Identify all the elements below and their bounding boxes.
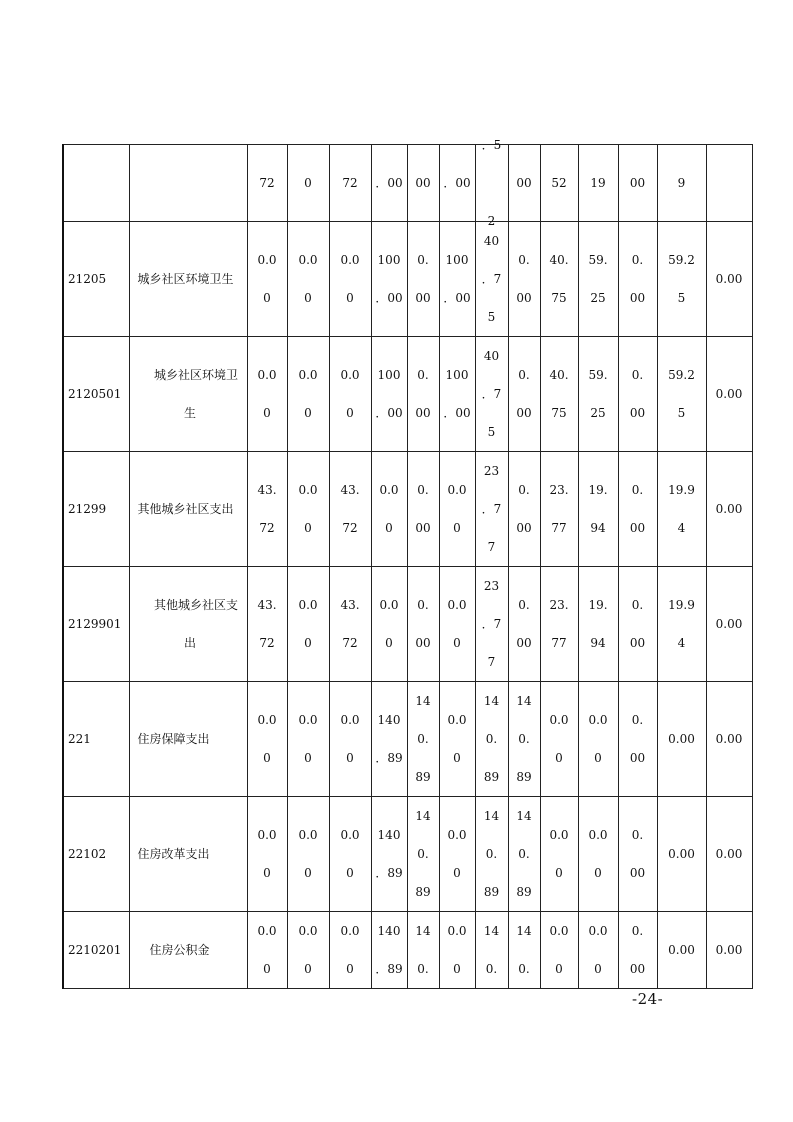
cell-code: 221: [68, 732, 91, 746]
cell-value: 0.0 0: [447, 828, 467, 880]
cell-name: 住房改革支出: [137, 847, 210, 861]
cell-value: 0.0 0: [447, 483, 467, 535]
table-row: [63, 797, 752, 912]
cell-value: 0.00: [715, 847, 743, 861]
cell-value: 0.0 0: [379, 483, 399, 535]
cell-value: 19: [590, 176, 606, 190]
cell-value: 40 ．7 5: [481, 234, 502, 324]
cell-value: 0.0 0: [549, 924, 569, 976]
cell-value: 0. 00: [629, 924, 646, 976]
cell-value: 0.0 0: [549, 713, 569, 765]
cell-name: 住房保障支出: [137, 732, 210, 746]
cell-value: 23 ．7 7: [481, 464, 502, 554]
cell-value: 14 0. 89: [516, 809, 532, 899]
cell-value: 0. 00: [629, 253, 646, 305]
cell-value: 0. 00: [516, 598, 532, 650]
cell-value: 0.0 0: [298, 483, 318, 535]
cell-value: 0.0 0: [588, 924, 608, 976]
cell-name: 城乡社区环境卫生: [137, 272, 234, 286]
cell-value: 0.0 0: [298, 828, 318, 880]
cell-name: 住房公积金: [149, 943, 210, 957]
cell-value: 0.0 0: [447, 924, 467, 976]
cell-value: 0.0 0: [340, 713, 360, 765]
cell-value: 23. 77: [549, 483, 569, 535]
cell-name: 其他城乡社区支出: [153, 598, 238, 650]
cell-value: 14 0. 89: [415, 694, 431, 784]
cell-value: 40. 75: [549, 253, 569, 305]
cell-value: 0.0 0: [298, 368, 318, 420]
cell-value: 0.0 0: [257, 924, 277, 976]
cell-value: 100 ．00: [443, 253, 471, 305]
cell-value: 14 0. 89: [415, 809, 431, 899]
cell-value: 140 ．89: [375, 828, 403, 880]
cell-value: [707, 145, 752, 221]
cell-code: 2129901: [68, 617, 122, 631]
cell-value: 14 0. 89: [516, 694, 532, 784]
cell-value: 0.00: [715, 502, 743, 516]
cell-value: 23 ．7 7: [481, 579, 502, 669]
cell-value: 9: [677, 176, 686, 190]
cell-code: 22102: [68, 847, 107, 861]
cell-value: 0.00: [715, 387, 743, 401]
cell-value: 14 0.: [415, 924, 431, 976]
table-row: [63, 337, 752, 452]
cell-value: 43. 72: [340, 598, 360, 650]
cell-value: 59.2 5: [668, 368, 695, 420]
cell-value: 59. 25: [588, 368, 608, 420]
cell-value: 14 0. 89: [483, 694, 500, 784]
cell-value: 0.00: [668, 847, 695, 861]
cell-value: 59. 25: [588, 253, 608, 305]
cell-value: 0.0 0: [257, 713, 277, 765]
cell-value: ．00: [375, 176, 403, 190]
table-row: [63, 145, 752, 222]
cell-value: 59.2 5: [668, 253, 695, 305]
cell-value: 43. 72: [257, 598, 277, 650]
table-row: [63, 452, 752, 567]
cell-value: 0.0 0: [257, 368, 277, 420]
cell-value: 0.0 0: [340, 253, 360, 305]
cell-name: 城乡社区环境卫生: [153, 368, 238, 420]
cell-value: 19. 94: [588, 598, 608, 650]
cell-value: 0.0 0: [340, 828, 360, 880]
cell-value: 0.00: [668, 943, 695, 957]
cell-value: 0. 00: [415, 598, 431, 650]
cell-value: 0. 00: [415, 483, 431, 535]
table-row: [63, 222, 752, 337]
cell-value: 00: [629, 176, 646, 190]
cell-value: 0.0 0: [588, 713, 608, 765]
cell-code: 21299: [68, 502, 107, 516]
cell-value: 43. 72: [257, 483, 277, 535]
table-row: [63, 682, 752, 797]
cell-value: 0.0 0: [298, 713, 318, 765]
cell-value: 0.0 0: [298, 924, 318, 976]
cell-value: 0.00: [715, 732, 743, 746]
cell-value: 100 ．00: [443, 368, 471, 420]
page-number: -24-: [632, 990, 664, 1008]
cell-value: 0.0 0: [447, 713, 467, 765]
cell-value: 00: [516, 176, 532, 190]
cell-value: 00: [415, 176, 431, 190]
cell-value: 23. 77: [549, 598, 569, 650]
cell-value: 0. 00: [516, 483, 532, 535]
cell-value: 0.0 0: [298, 598, 318, 650]
cell-code: [64, 145, 129, 221]
cell-value: 100 ．00: [375, 368, 403, 420]
cell-value: 0.00: [668, 732, 695, 746]
cell-value: 19.9 4: [668, 598, 695, 650]
cell-value: 0.0 0: [257, 828, 277, 880]
cell-value: 14 0. 89: [483, 809, 500, 899]
cell-value: 0: [304, 176, 312, 190]
cell-value: 0.0 0: [257, 253, 277, 305]
cell-value: 0. 00: [415, 253, 431, 305]
cell-value: 0.0 0: [340, 368, 360, 420]
cell-code: 2120501: [68, 387, 122, 401]
cell-value: 72: [342, 176, 358, 190]
cell-value: 0.0 0: [447, 598, 467, 650]
cell-value: 40 ．7 5: [481, 349, 502, 439]
cell-value: ．00: [443, 176, 471, 190]
cell-name: 其他城乡社区支出: [137, 502, 234, 516]
cell-value: ．5 2: [481, 138, 502, 228]
cell-value: 0. 00: [629, 828, 646, 880]
cell-value: 19.9 4: [668, 483, 695, 535]
cell-value: 0. 00: [629, 598, 646, 650]
cell-value: 0.0 0: [340, 924, 360, 976]
cell-value: 0.0 0: [379, 598, 399, 650]
cell-code: 2210201: [68, 943, 122, 957]
cell-value: 43. 72: [340, 483, 360, 535]
cell-value: 140 ．89: [375, 713, 403, 765]
budget-table: [62, 138, 753, 989]
cell-code: 21205: [68, 272, 107, 286]
cell-value: 19. 94: [588, 483, 608, 535]
cell-value: 0.00: [715, 617, 743, 631]
cell-value: 52: [551, 176, 567, 190]
cell-name: [130, 145, 247, 221]
cell-value: 0. 00: [629, 713, 646, 765]
cell-value: 0. 00: [629, 368, 646, 420]
cell-value: 140 ．89: [375, 924, 403, 976]
table-row: [63, 567, 752, 682]
cell-value: 40. 75: [549, 368, 569, 420]
cell-value: 0.0 0: [549, 828, 569, 880]
table-row: [63, 912, 752, 989]
cell-value: 100 ．00: [375, 253, 403, 305]
cell-value: 0. 00: [516, 368, 532, 420]
cell-value: 72: [259, 176, 275, 190]
cell-value: 14 0.: [516, 924, 532, 976]
cell-value: 14 0.: [483, 924, 500, 976]
cell-value: 0.00: [715, 272, 743, 286]
cell-value: 0.00: [715, 943, 743, 957]
cell-value: 0. 00: [629, 483, 646, 535]
cell-value: 0.0 0: [298, 253, 318, 305]
cell-value: 0. 00: [516, 253, 532, 305]
cell-value: 0.0 0: [588, 828, 608, 880]
cell-value: 0. 00: [415, 368, 431, 420]
